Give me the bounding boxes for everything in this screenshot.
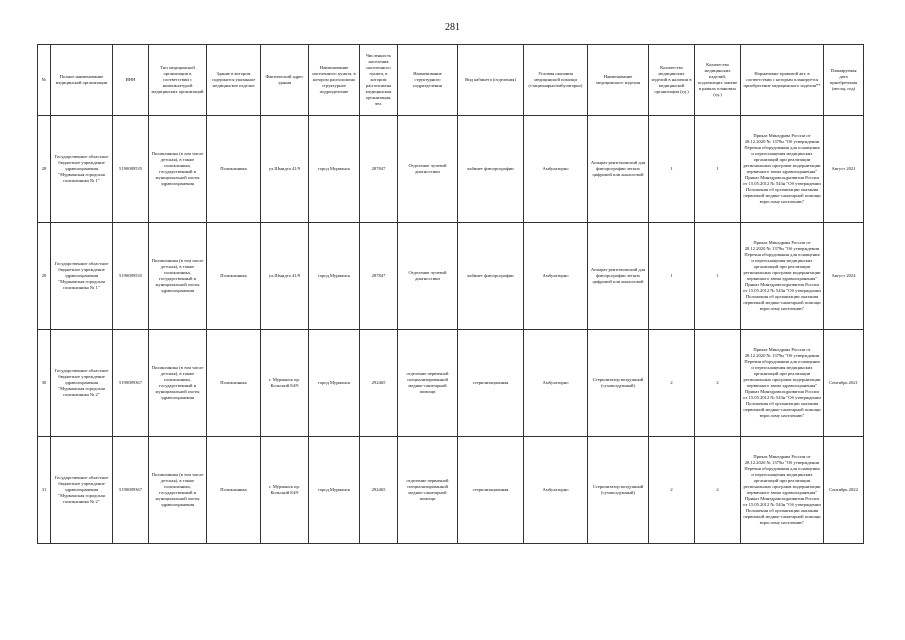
cell-building: Поликлиника bbox=[207, 116, 261, 223]
column-header: Вид кабинета (отделения) bbox=[458, 45, 524, 116]
column-header: Нормативно-правовой акт, в соответствии с которым планируется приобретение медицинского изделия** bbox=[741, 45, 824, 116]
cell-unit: отделение первичной специализированной медико-санитарной помощи bbox=[398, 437, 458, 544]
table-row bbox=[38, 437, 864, 544]
cell-num: 29 bbox=[38, 223, 51, 330]
cell-cabinet: кабинет флюорографии bbox=[458, 116, 524, 223]
cell-population: 287847 bbox=[360, 116, 398, 223]
cell-cabinet: стерилизационная bbox=[458, 437, 524, 544]
cell-address: г. Мурманск пр. Кольский 84/9 bbox=[261, 330, 309, 437]
cell-qty-have: 1 bbox=[649, 223, 695, 330]
cell-qty-replace: 1 bbox=[695, 116, 741, 223]
cell-qty-replace: 1 bbox=[695, 223, 741, 330]
cell-org: Государственное областное бюджетное учреждение здравоохранения "Мурманская городская поликлиника № 1" bbox=[51, 223, 113, 330]
cell-date: Август 2024 bbox=[824, 223, 864, 330]
cell-num: 28 bbox=[38, 116, 51, 223]
cell-unit: отделение первичной специализированной медико-санитарной помощи bbox=[398, 330, 458, 437]
column-header: Наименование населенного пункта, в котором расположено структурное подразделение bbox=[309, 45, 360, 116]
cell-population: 287847 bbox=[360, 223, 398, 330]
cell-address: ул.Шмидта 41/9 bbox=[261, 116, 309, 223]
cell-device: Аппарат рентгеновский для флюорографии легких цифровой или аналоговой bbox=[588, 116, 649, 223]
cell-conditions: Амбулаторно bbox=[524, 116, 588, 223]
column-header: Тип медицинской организации в соответствии с номенклатурой медицинских организаций bbox=[149, 45, 207, 116]
table-header-row bbox=[38, 45, 864, 116]
cell-type: Поликлиника (в том числе детская), в также поликлиника, государственный и муниципальной охоты здравоохранения bbox=[149, 437, 207, 544]
cell-address: г. Мурманск пр. Кольский 84/9 bbox=[261, 437, 309, 544]
column-header: Планируемая дата приобретения (месяц, год) bbox=[824, 45, 864, 116]
column-header: Количество медицинских изделий в наличии в медицинской организации (ед.) bbox=[649, 45, 695, 116]
cell-inn: 5190089535 bbox=[113, 223, 149, 330]
cell-inn: 5190089367 bbox=[113, 330, 149, 437]
column-header: Полное наименование медицинской организации bbox=[51, 45, 113, 116]
cell-basis: Приказ Минздрава России от 28.12.2020 № 1379н "Об утверждении Перечня оборудования для оснащения и переоснащения медицинских организаций при реализации региональных программ модернизации первичного звена здравоохранения" Приказ Минздравсоцразвития России от 15.05.2012 № 543н "Об утверждении Положения об организации оказания первичной медико-санитарной помощи взрослому населению" bbox=[741, 116, 824, 223]
cell-date: Сентябрь 2021 bbox=[824, 330, 864, 437]
cell-type: Поликлиника (в том числе детская), в также поликлиника, государственный и муниципальной охоты здравоохранения bbox=[149, 116, 207, 223]
cell-unit: Отделение лучевой диагностики bbox=[398, 116, 458, 223]
cell-locality: город Мурманск bbox=[309, 437, 360, 544]
column-header: Фактический адрес здания bbox=[261, 45, 309, 116]
cell-org: Государственное областное бюджетное учреждение здравоохранения "Мурманская городская поликлиника № 1" bbox=[51, 116, 113, 223]
column-header: Здание в котором содержится указанное медицинское изделие bbox=[207, 45, 261, 116]
cell-org: Государственное областное бюджетное учреждение здравоохранения "Мурманская городская поликлиника № 2" bbox=[51, 330, 113, 437]
cell-conditions: Амбулаторно bbox=[524, 223, 588, 330]
cell-population: 292465 bbox=[360, 437, 398, 544]
cell-address: ул.Шмидта 41/9 bbox=[261, 223, 309, 330]
cell-unit: Отделение лучевой диагностики bbox=[398, 223, 458, 330]
cell-qty-replace: 2 bbox=[695, 330, 741, 437]
cell-inn: 5190089367 bbox=[113, 437, 149, 544]
cell-building: Поликлиника bbox=[207, 223, 261, 330]
cell-basis: Приказ Минздрава России от 28.12.2020 № 1379н "Об утверждении Перечня оборудования для оснащения и переоснащения медицинских организаций при реализации региональных программ модернизации первичного звена здравоохранения" Приказ Минздравсоцразвития России от 15.05.2012 № 543н "Об утверждении Положения об организации оказания первичной медико-санитарной помощи взрослому населению" bbox=[741, 437, 824, 544]
cell-qty-have: 2 bbox=[649, 437, 695, 544]
cell-locality: город Мурманск bbox=[309, 116, 360, 223]
column-header: № bbox=[38, 45, 51, 116]
cell-type: Поликлиника (в том числе детская), в также поликлиника, государственный и муниципальной охоты здравоохранения bbox=[149, 223, 207, 330]
cell-device: Стерилизатор воздушный (суховоздушный) bbox=[588, 330, 649, 437]
column-header: Наименование медицинского изделия bbox=[588, 45, 649, 116]
cell-device: Аппарат рентгеновский для флюорографии легких цифровой или аналоговой bbox=[588, 223, 649, 330]
equipment-table bbox=[37, 44, 864, 544]
cell-basis: Приказ Минздрава России от 28.12.2020 № 1379н "Об утверждении Перечня оборудования для оснащения и переоснащения медицинских организаций при реализации региональных программ модернизации первичного звена здравоохранения" Приказ Минздравсоцразвития России от 15.05.2012 № 543н "Об утверждении Положения об организации оказания первичной медико-санитарной помощи взрослому населению" bbox=[741, 223, 824, 330]
table-row bbox=[38, 330, 864, 437]
cell-qty-have: 2 bbox=[649, 330, 695, 437]
column-header: Количество медицинских изделий, подлежащих замене в рамках плановых (ед.) bbox=[695, 45, 741, 116]
cell-basis: Приказ Минздрава России от 28.12.2020 № 1379н "Об утверждении Перечня оборудования для оснащения и переоснащения медицинских организаций при реализации региональных программ модернизации первичного звена здравоохранения" Приказ Минздравсоцразвития России от 15.05.2012 № 543н "Об утверждении Положения об организации оказания первичной медико-санитарной помощи взрослому населению" bbox=[741, 330, 824, 437]
cell-population: 292465 bbox=[360, 330, 398, 437]
column-header: ИНН bbox=[113, 45, 149, 116]
column-header: Наименование структурного подразделения bbox=[398, 45, 458, 116]
cell-locality: город Мурманск bbox=[309, 223, 360, 330]
cell-conditions: Амбулаторно bbox=[524, 437, 588, 544]
cell-type: Поликлиника (в том числе детская), в также поликлиника, государственный и муниципальной охоты здравоохранения bbox=[149, 330, 207, 437]
cell-num: 30 bbox=[38, 330, 51, 437]
cell-org: Государственное областное бюджетное учреждение здравоохранения "Мурманская городская поликлиника № 2" bbox=[51, 437, 113, 544]
column-header: Численность населения населенного пункта, в котором расположена медицинская организация, чел. bbox=[360, 45, 398, 116]
column-header: Условия оказания медицинской помощи (стационарно/амбулаторно) bbox=[524, 45, 588, 116]
table-row bbox=[38, 116, 864, 223]
cell-device: Стерилизатор воздушный (суховоздушный) bbox=[588, 437, 649, 544]
table-row bbox=[38, 223, 864, 330]
cell-qty-have: 1 bbox=[649, 116, 695, 223]
cell-cabinet: стерилизационная bbox=[458, 330, 524, 437]
cell-cabinet: кабинет флюорографии bbox=[458, 223, 524, 330]
cell-date: Сентябрь 2022 bbox=[824, 437, 864, 544]
cell-qty-replace: 2 bbox=[695, 437, 741, 544]
cell-conditions: Амбулаторно bbox=[524, 330, 588, 437]
page-number: 281 bbox=[445, 22, 460, 33]
cell-inn: 5190089535 bbox=[113, 116, 149, 223]
cell-building: Поликлиника bbox=[207, 437, 261, 544]
cell-num: 31 bbox=[38, 437, 51, 544]
cell-date: Август 2021 bbox=[824, 116, 864, 223]
cell-building: Поликлиника bbox=[207, 330, 261, 437]
cell-locality: город Мурманск bbox=[309, 330, 360, 437]
